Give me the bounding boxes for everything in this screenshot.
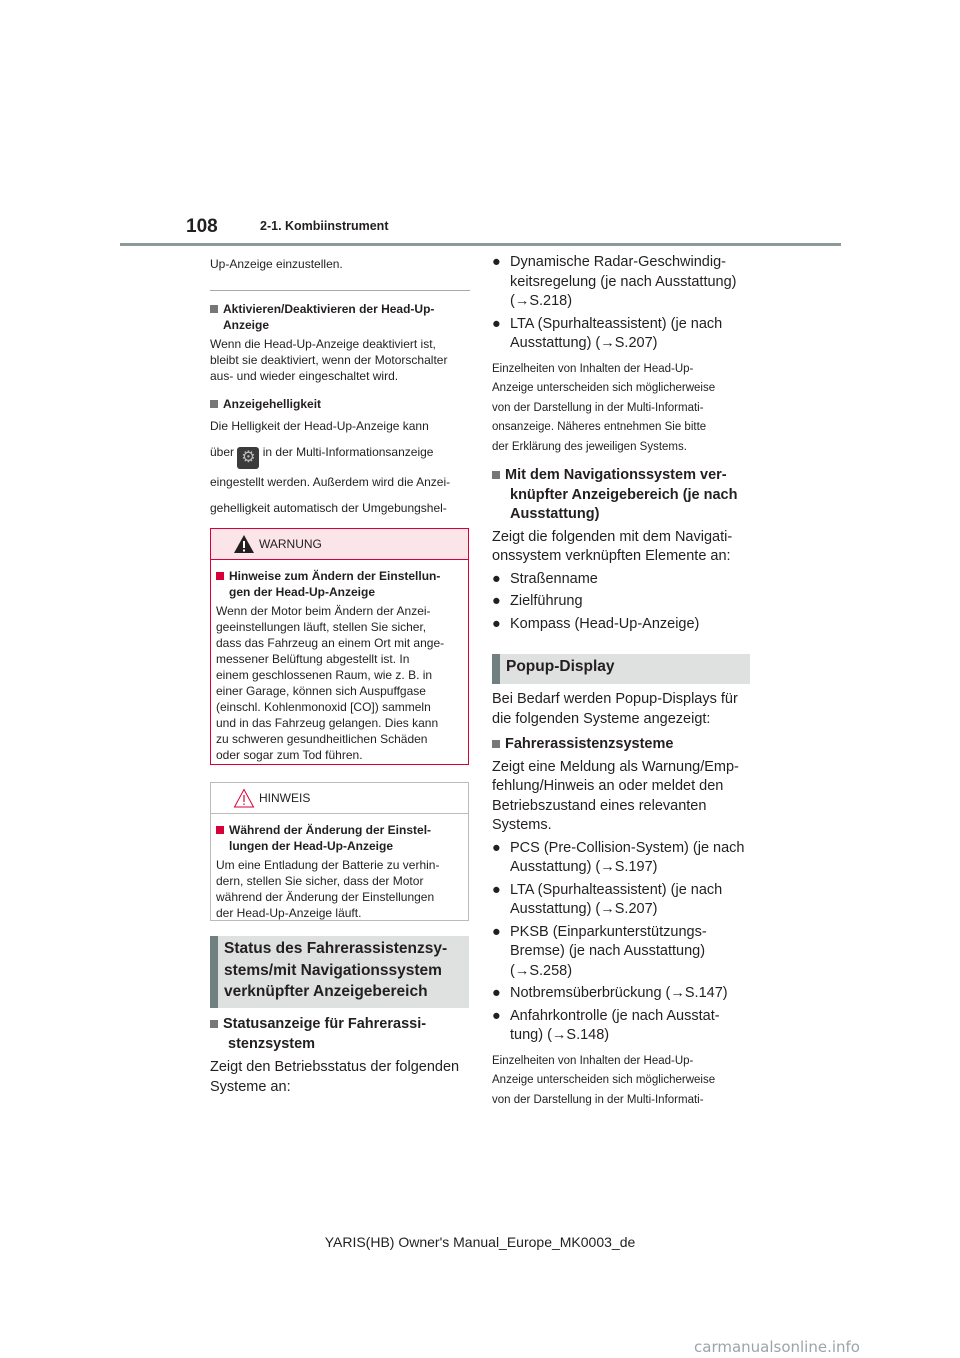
square-bullet-icon <box>216 572 224 580</box>
bullet-dot-icon: ● <box>492 839 501 856</box>
bullet-dot-icon: ● <box>492 315 501 332</box>
section-heading-popup: Popup-Display <box>492 654 750 684</box>
bullet-dot-icon: ● <box>492 254 501 270</box>
section-heading-status: Status des Fahrerassistenzsy- stems/mit Navigationssystem verknüpfter Anzeigebereich <box>210 936 469 1008</box>
status-heading: Statusanzeige für Fahrerassi- stenzsystem <box>210 1015 470 1054</box>
footer-text: YARIS(HB) Owner's Manual_Europe_MK0003_de <box>324 1234 636 1250</box>
square-bullet-icon <box>210 400 218 408</box>
note-box <box>210 782 469 921</box>
note-heading: Während der Änderung der Einstel- lungen der Head-Up-Anzeige <box>216 822 463 854</box>
popup-block <box>492 690 754 1110</box>
bullet-dot-icon: ● <box>492 985 501 1001</box>
detail-note-2: Einzelheiten von Inhalten der Head-Up- Anzeige unterscheiden sich möglicherweise von der Darstellung in der Multi-Informati- <box>492 1054 716 1106</box>
note-text: Um eine Entladung der Batterie zu verhin- dern, stellen Sie sicher, dass der Motor während der Änderung der Einstellungen der Head-Up-Anzeige läuft. <box>216 858 440 920</box>
settings-gear-icon: ⚙ <box>237 447 259 469</box>
bullet-item: ● Anfahrkontrolle (je nach Ausstat- tung) (→S.148) <box>492 1007 720 1043</box>
bullet-dot-icon: ● <box>492 615 501 632</box>
status-text: Zeigt den Betriebsstatus der folgenden Systeme an: <box>210 1059 460 1095</box>
bullet-dot-icon: ● <box>492 593 501 609</box>
header-rule <box>120 243 841 246</box>
activate-text: Wenn die Head-Up-Anzeige deaktiviert ist, bleibt sie deaktiviert, wenn der Motorschalter aus- und wieder eingeschaltet wird. <box>210 337 448 383</box>
note-label: HINWEIS <box>259 791 311 805</box>
bullet-dot-icon: ● <box>492 881 501 898</box>
detail-note-1: Einzelheiten von Inhalten der Head-Up- Anzeige unterscheiden sich möglicherweise von der Darstellung in der Multi-Informati- onsanzeige. Näheres entnehmen Sie bitte der Erklärung des jeweiligen Systems. <box>492 362 716 453</box>
bullet-item: ● Dynamische Radar-Geschwindig- keitsregelung (je nach Ausstattung) (→S.218) <box>492 254 737 309</box>
page-number: 108 <box>186 216 218 237</box>
bullet-dot-icon: ● <box>492 570 501 587</box>
nav-text: Zeigt die folgenden mit dem Navigati- onssystem verknüpften Elemente an: <box>492 528 733 564</box>
square-bullet-icon <box>492 471 500 479</box>
warning-label: WARNUNG <box>259 537 322 551</box>
bullet-dot-icon: ● <box>492 923 501 940</box>
square-bullet-icon <box>210 1020 218 1028</box>
activate-heading: Aktivieren/Deaktivieren der Head-Up- Anzeige <box>210 301 470 333</box>
brightness-heading: Anzeigehelligkeit <box>210 396 470 412</box>
warning-header <box>211 529 468 560</box>
square-bullet-icon <box>210 305 218 313</box>
bullet-dot-icon: ● <box>492 1007 501 1024</box>
assist-text: Zeigt eine Meldung als Warnung/Emp- fehlung/Hinweis an oder meldet den Betriebszustand eines relevanten Systems. <box>492 758 739 833</box>
bullet-item: ● PCS (Pre-Collision-System) (je nach Ausstattung) (→S.197) <box>492 839 745 875</box>
right-column <box>492 253 754 634</box>
bullet-item: ● LTA (Spurhalteassistent) (je nach Ausstattung) (→S.207) <box>492 315 723 351</box>
intro-text: Up-Anzeige einzustellen. <box>210 257 343 271</box>
square-bullet-icon <box>216 826 224 834</box>
warning-heading: Hinweise zum Ändern der Einstellun- gen der Head-Up-Anzeige <box>216 568 463 600</box>
note-header <box>211 783 468 814</box>
nav-item: ● Straßenname <box>492 570 754 590</box>
bullet-item: ● PKSB (Einparkunterstützungs- Bremse) (je nach Ausstattung) (→S.258) <box>492 923 707 979</box>
assist-heading: Fahrerassistenzsysteme <box>492 735 754 755</box>
left-column <box>210 256 470 547</box>
brightness-text: Die Helligkeit der Head-Up-Anzeige kann über ⚙ in der Multi-Informationsanzeige eingestellt werden. Außerdem wird die Anzei- gehelligkeit automatisch der Umgebungshel- <box>210 419 451 515</box>
popup-intro: Bei Bedarf werden Popup-Displays für die folgenden Systeme angezeigt: <box>492 691 738 727</box>
bullet-item: ● LTA (Spurhalteassistent) (je nach Ausstattung) (→S.207) <box>492 881 723 917</box>
warning-box <box>210 528 469 765</box>
separator <box>210 290 470 291</box>
status-block <box>210 1015 470 1097</box>
nav-heading: Mit dem Navigationssystem ver- knüpfter Anzeigebereich (je nach Ausstattung) <box>492 466 754 525</box>
warning-text: Wenn der Motor beim Ändern der Anzei- geeinstellungen läuft, stellen Sie sicher, dass das Fahrzeug an einem Ort mit ange- messener Belüftung abgestellt ist. In einem geschlossenen Raum, wie z. B. in einer Garage, können sich Auspuffgase (einschl. Kohlenmonoxid [CO]) sammeln und in das Fahrzeug gelangen. Dies kann zu schweren gesundheitlichen Schäden oder sogar zum Tod führen. <box>216 604 445 762</box>
watermark: carmanualsonline.info <box>694 1338 860 1356</box>
nav-item: ● Zielführung <box>492 592 754 612</box>
bullet-item: ● Notbremsüberbrückung (→S.147) <box>492 984 754 1004</box>
warning-triangle-icon <box>233 534 255 554</box>
square-bullet-icon <box>492 740 500 748</box>
nav-item: ● Kompass (Head-Up-Anzeige) <box>492 615 754 635</box>
caution-triangle-icon <box>233 788 255 808</box>
chapter-title: 2-1. Kombiinstrument <box>260 219 389 233</box>
